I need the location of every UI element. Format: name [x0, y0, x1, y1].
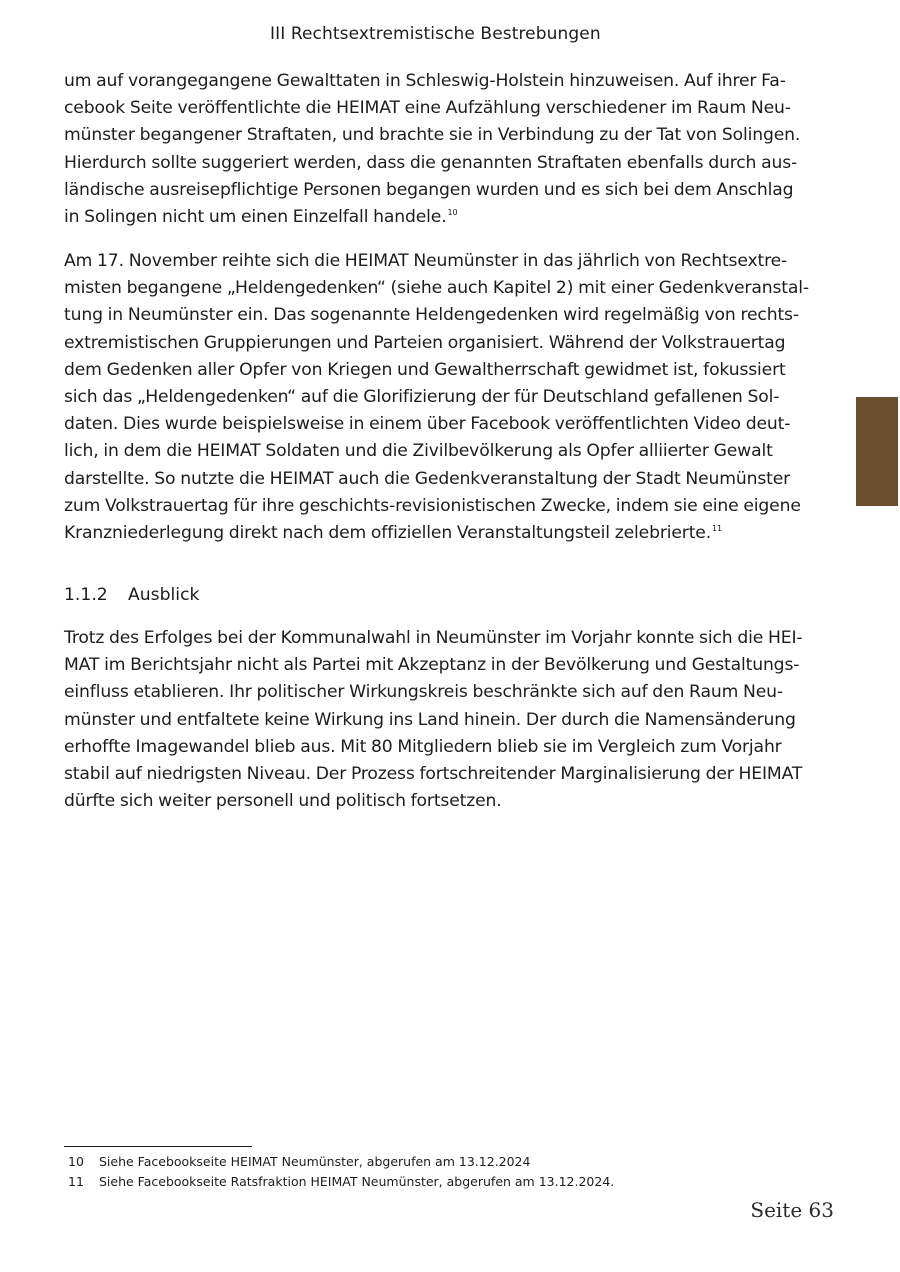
text-line: MAT im Berichtsjahr nicht als Partei mit Akzeptanz in der Bevölkerung und Gestaltungs- [64, 655, 800, 676]
footnote-divider [64, 1146, 252, 1147]
running-header: III Rechtsextremistische Bestrebungen [270, 24, 601, 44]
section-number: 1.1.2 [64, 585, 108, 605]
text-line: münster und entfaltete keine Wirkung ins Land hinein. Der durch die Namensänderung [64, 709, 796, 730]
text-line: münster begangener Straftaten, und brachte sie in Verbindung zu der Tat von Solingen. [64, 125, 801, 146]
chapter-tab-marker [856, 397, 898, 506]
footnote-reference[interactable]: 11 [712, 524, 722, 534]
footnote-number: 11 [68, 1174, 84, 1189]
paragraph-3 [64, 625, 804, 815]
footnote-text: Siehe Facebookseite Ratsfraktion HEIMAT Neumünster, abgerufen am 13.12.2024. [99, 1174, 615, 1189]
text-line: dem Gedenken aller Opfer von Kriegen und Gewaltherrschaft gewidmet ist, fokussiert [64, 359, 786, 380]
paragraph-1 [64, 68, 804, 231]
text-line: extremistischen Gruppierungen und Parteien organisiert. Während der Volkstrauertag [64, 332, 786, 353]
paragraph-2 [64, 248, 809, 547]
section-title: Ausblick [128, 585, 200, 605]
text-line-content: in Solingen nicht um einen Einzelfall handele. [64, 207, 447, 228]
footnote [68, 1152, 614, 1172]
text-line: sich das „Heldengedenken“ auf die Glorifizierung der für Deutschland gefallenen Sol- [64, 387, 780, 408]
text-line: darstellte. So nutzte die HEIMAT auch die Gedenkveranstaltung der Stadt Neumünster [64, 468, 791, 489]
text-line [64, 204, 804, 231]
text-line: Hierdurch sollte suggeriert werden, dass die genannten Straftaten ebenfalls durch aus- [64, 152, 798, 173]
text-line-content: Kranzniederlegung direkt nach dem offiziellen Veranstaltungsteil zelebrierte. [64, 523, 712, 544]
text-line: stabil auf niedrigsten Niveau. Der Prozess fortschreitender Marginalisierung der HEIMAT [64, 764, 803, 785]
footnote-text: Siehe Facebookseite HEIMAT Neumünster, abgerufen am 13.12.2024 [99, 1154, 531, 1169]
text-line: einfluss etablieren. Ihr politischer Wirkungskreis beschränkte sich auf den Raum Neu- [64, 682, 783, 703]
text-line [64, 520, 804, 547]
section-heading [64, 585, 199, 605]
footnote-reference[interactable]: 10 [447, 208, 458, 218]
text-line: ländische ausreisepflichtige Personen begangen wurden und es sich bei dem Anschlag [64, 179, 794, 200]
page-number: Seite 63 [750, 1198, 834, 1222]
text-line: erhoffte Imagewandel blieb aus. Mit 80 Mitgliedern blieb sie im Vergleich zum Vorjahr [64, 736, 782, 757]
footnotes [68, 1152, 614, 1192]
text-line: lich, in dem die HEIMAT Soldaten und die Zivilbevölkerung als Opfer alliierter Gewalt [64, 441, 773, 462]
text-line: Am 17. November reihte sich die HEIMAT Neumünster in das jährlich von Rechtsextre- [64, 251, 788, 271]
text-line: um auf vorangegangene Gewalttaten in Schleswig-Holstein hinzuweisen. Auf ihrer Fa- [64, 71, 786, 91]
footnote [68, 1172, 614, 1192]
text-line: tung in Neumünster ein. Das sogenannte Heldengedenken wird regelmäßig von rechts- [64, 305, 799, 326]
text-line: cebook Seite veröffentlichte die HEIMAT eine Aufzählung verschiedener im Raum Neu- [64, 98, 791, 119]
text-line: dürfte sich weiter personell und politisch fortsetzen. [64, 791, 502, 812]
text-line: Trotz des Erfolges bei der Kommunalwahl in Neumünster im Vorjahr konnte sich die HEI- [64, 628, 803, 648]
text-line: misten begangene „Heldengedenken“ (siehe auch Kapitel 2) mit einer Gedenkveranstal- [64, 278, 809, 299]
footnote-number: 10 [68, 1154, 84, 1169]
text-line: daten. Dies wurde beispielsweise in einem über Facebook veröffentlichten Video deut- [64, 414, 791, 435]
text-line: zum Volkstrauertag für ihre geschichts-revisionistischen Zwecke, indem sie eine eigene [64, 495, 801, 516]
